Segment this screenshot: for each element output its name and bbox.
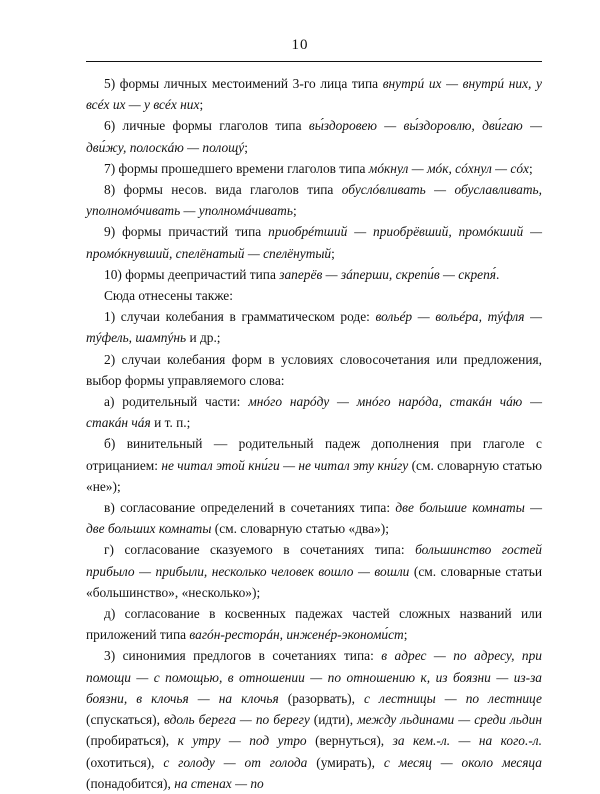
text-run: ; xyxy=(199,97,204,113)
paragraph xyxy=(86,645,542,793)
text-run: (см. словарные статьи «большинство», «несколько»); xyxy=(86,563,542,600)
text-run: 10) формы деепричастий типа xyxy=(104,266,280,282)
italic-example: обуслóвливать — обуславливать, уполномóчивать — уполномáчивать xyxy=(86,182,542,219)
italic-example: вагóн-ресторáн, инженéр-экономи́ст xyxy=(189,627,404,643)
italic-example: вольéр — вольéра, тýфля — тýфель, шампýнь xyxy=(86,309,542,346)
text-run: (понадобится), xyxy=(86,775,175,791)
text-run: и т. п.; xyxy=(150,415,191,431)
text-run: а) родительный части: xyxy=(104,394,249,410)
paragraph xyxy=(86,285,542,306)
text-run: ; xyxy=(244,139,248,155)
text-run: ; xyxy=(292,203,297,219)
italic-example: не читал этой кни́ги — не читал эту кни́гу xyxy=(161,457,409,473)
page-body xyxy=(86,73,542,794)
text-run: ; xyxy=(529,160,533,176)
text-run: г) согласование сказуемого в сочетаниях типа: xyxy=(104,542,416,558)
italic-example: с лестницы — по лестнице xyxy=(364,690,542,706)
text-run: 6) личные формы глаголов типа xyxy=(104,118,309,134)
italic-example: большинство гостей прибыло — прибыли, несколько человек вошло — вошли xyxy=(86,542,543,579)
text-run: . xyxy=(496,266,500,282)
text-run: б) винительный — родительный падеж дополнения при глаголе с отрицанием: xyxy=(86,436,542,473)
paragraph xyxy=(86,221,542,263)
text-run: Сюда отнесены также: xyxy=(104,288,233,304)
text-run: (умирать), xyxy=(307,754,384,770)
text-run: (пробираться), xyxy=(86,733,178,749)
paragraph xyxy=(86,539,542,603)
paragraph xyxy=(86,264,542,285)
italic-example: на стенах — по xyxy=(174,775,264,791)
italic-example: к утру — под утро xyxy=(177,733,307,749)
paragraph xyxy=(86,115,542,157)
paragraph xyxy=(86,158,542,179)
text-run: (вернуться), xyxy=(306,733,393,749)
paragraph xyxy=(86,391,542,433)
paragraph xyxy=(86,603,542,645)
text-run: 9) формы причастий типа xyxy=(104,224,269,240)
text-run: ; xyxy=(403,627,408,643)
header-rule xyxy=(86,61,542,62)
text-run: (идти), xyxy=(309,712,358,728)
italic-example: две большие комнаты — две больших комнаты xyxy=(86,500,543,537)
text-run: 5) формы личных местоимений 3-го лица типа xyxy=(104,76,383,91)
italic-example: за кем.-л. — на кого.-л. xyxy=(392,733,542,749)
text-run: д) согласование в косвенных падежах частей сложных названий или приложений типа xyxy=(86,606,542,643)
italic-example: заперёв — зáперши, скрепи́в — скрепя́ xyxy=(279,266,497,282)
italic-example: в адрес — по адресу, при помощи — с помощью, в отношении — по отношению к, из боязни — из-за боязни, в клочья — на клочья xyxy=(86,648,543,706)
italic-example: с голоду — от голода xyxy=(163,754,308,770)
text-run: (см. словарную статью «не»); xyxy=(86,457,542,494)
italic-example: мнóго нарóду — мнóго нарóда, стакáн чáю — стакáн чáя xyxy=(86,394,542,431)
text-run: 1) случаи колебания в грамматическом роде: xyxy=(104,309,376,325)
paragraph xyxy=(86,349,542,391)
text-run: (см. словарную статью «два»); xyxy=(211,521,389,537)
italic-example: мóкнул — мóк, сóхнул — сóх xyxy=(368,160,530,176)
paragraph xyxy=(86,433,542,497)
text-run: (охотиться), xyxy=(86,754,164,770)
text-run: (разорвать), xyxy=(278,690,365,706)
text-run: 7) формы прошедшего времени глаголов типа xyxy=(104,160,369,176)
page-number: 10 xyxy=(291,37,309,53)
italic-example: внутрú их — внутрú них, у всéх их — у всéх них xyxy=(86,76,542,113)
italic-example: вы́здоровею — вы́здоровлю, дви́гаю — дви́жу, полоскáю — полощý xyxy=(86,118,543,155)
italic-example: между льдинами — среди льдин xyxy=(357,712,542,728)
text-run: 3) синонимия предлогов в сочетаниях типа: xyxy=(104,648,382,664)
text-run: в) согласование определений в сочетаниях типа: xyxy=(104,500,396,516)
text-run: 2) случаи колебания форм в условиях словосочетания или предложения, выбор формы управляемого слова: xyxy=(86,351,542,388)
text-run: ; xyxy=(331,245,335,261)
italic-example: вдоль берега — по берегу xyxy=(164,712,310,728)
paragraph xyxy=(86,73,542,115)
text-run: и др.; xyxy=(186,330,221,346)
paragraph xyxy=(86,179,542,221)
text-run: (спускаться), xyxy=(86,712,165,728)
italic-example: приобрéтший — приобрёвший, промóкший — промóкнувший, спелёнатый — спелёнутый xyxy=(86,224,542,261)
text-run: 8) формы несов. вида глаголов типа xyxy=(104,182,342,198)
paragraph xyxy=(86,306,542,348)
paragraph xyxy=(86,497,542,539)
italic-example: с месяц — около месяца xyxy=(383,754,542,770)
